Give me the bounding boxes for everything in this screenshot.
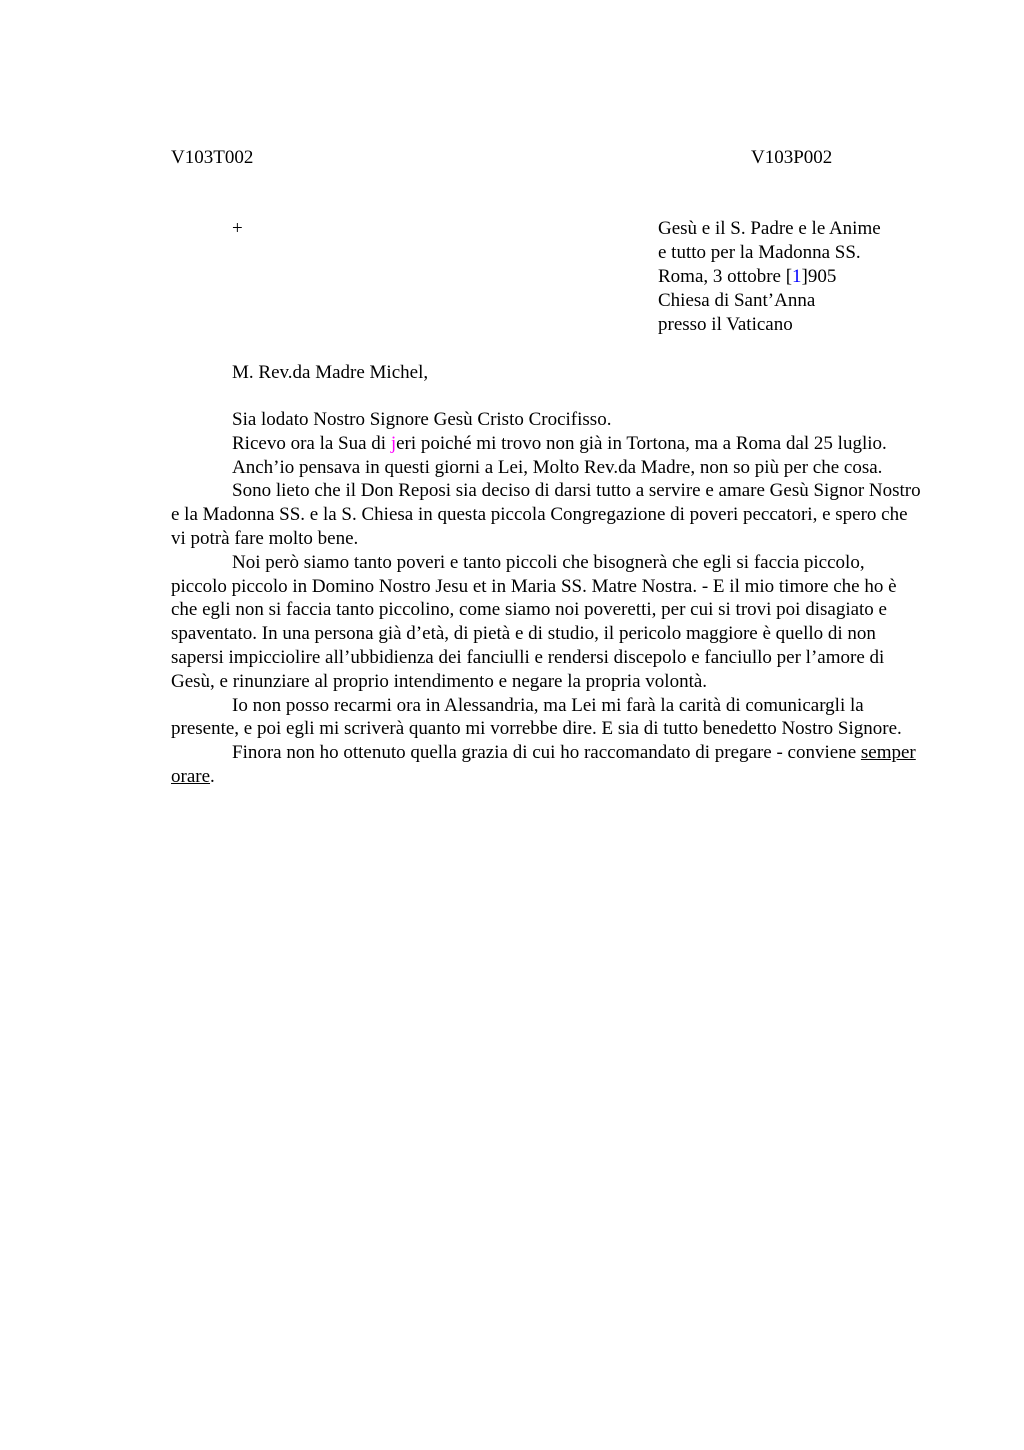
paragraph-7 bbox=[171, 741, 923, 789]
editorial-bracket-digit: 1 bbox=[792, 266, 802, 287]
paragraph-1: Sia lodato Nostro Signore Gesù Cristo Crocifisso. bbox=[232, 409, 612, 430]
dateline-date-post: ]905 bbox=[801, 266, 837, 287]
underlined-phrase: semper orare bbox=[171, 742, 916, 787]
paragraph-2-post: eri poiché mi trovo non già in Tortona, ma a Roma dal 25 luglio. bbox=[396, 432, 887, 454]
letter-body bbox=[171, 408, 923, 789]
dateline-line-3 bbox=[658, 265, 881, 289]
paragraph-3: Anch’io pensava in questi giorni a Lei, Molto Rev.da Madre, non so più per che cosa. bbox=[232, 456, 883, 478]
paragraph-2-pre: Ricevo ora la Sua di bbox=[232, 432, 391, 454]
dateline-block bbox=[658, 217, 881, 337]
salutation: M. Rev.da Madre Michel, bbox=[232, 362, 429, 383]
dateline-line-4: Chiesa di Sant’Anna bbox=[658, 290, 816, 311]
dateline-line-5: presso il Vaticano bbox=[658, 314, 793, 335]
paragraph-6: Io non posso recarmi ora in Alessandria, ma Lei mi farà la carità di comunicargli la presente, e poi egli mi scriverà quanto mi vorrebbe dire. E sia di tutto benedetto Nostro Signore. bbox=[171, 694, 902, 740]
document-code-left: V103T002 bbox=[171, 147, 254, 168]
dateline-line-1: Gesù e il S. Padre e le Anime bbox=[658, 218, 881, 239]
paragraph-7-pre: Finora non ho ottenuto quella grazia di cui ho raccomandato di pregare - conviene bbox=[232, 742, 861, 764]
document-code-right: V103P002 bbox=[751, 147, 833, 168]
dateline-date-pre: Roma, 3 ottobre [ bbox=[658, 266, 793, 287]
paragraph-2 bbox=[171, 432, 923, 456]
dateline-line-2: e tutto per la Madonna SS. bbox=[658, 242, 861, 263]
editorial-mark-letter: j bbox=[390, 432, 397, 454]
cross-symbol: + bbox=[232, 218, 243, 239]
paragraph-4: Sono lieto che il Don Reposi sia deciso di darsi tutto a servire e amare Gesù Signor Nostro e la Madonna SS. e la S. Chiesa in questa piccola Congregazione di poveri peccatori, e spero che vi potrà fare molto bene. bbox=[171, 480, 921, 549]
paragraph-7-post: . bbox=[210, 765, 215, 787]
paragraph-5: Noi però siamo tanto poveri e tanto piccoli che bisognerà che egli si faccia piccolo, piccolo piccolo in Domino Nostro Jesu et in Maria SS. Matre Nostra. - E il mio timore che ho è che egli non si faccia tanto piccolino, come siamo noi poveretti, per cui si trovi poi disagiato e spaventato. In una persona già d’età, di pietà e di studio, il pericolo maggiore è quello di non sapersi impicciolire all’ubbidienza dei fanciulli e rendersi discepolo e fanciullo per l’amore di Gesù, e rinunziare al proprio intendimento e negare la propria volontà. bbox=[171, 551, 897, 692]
